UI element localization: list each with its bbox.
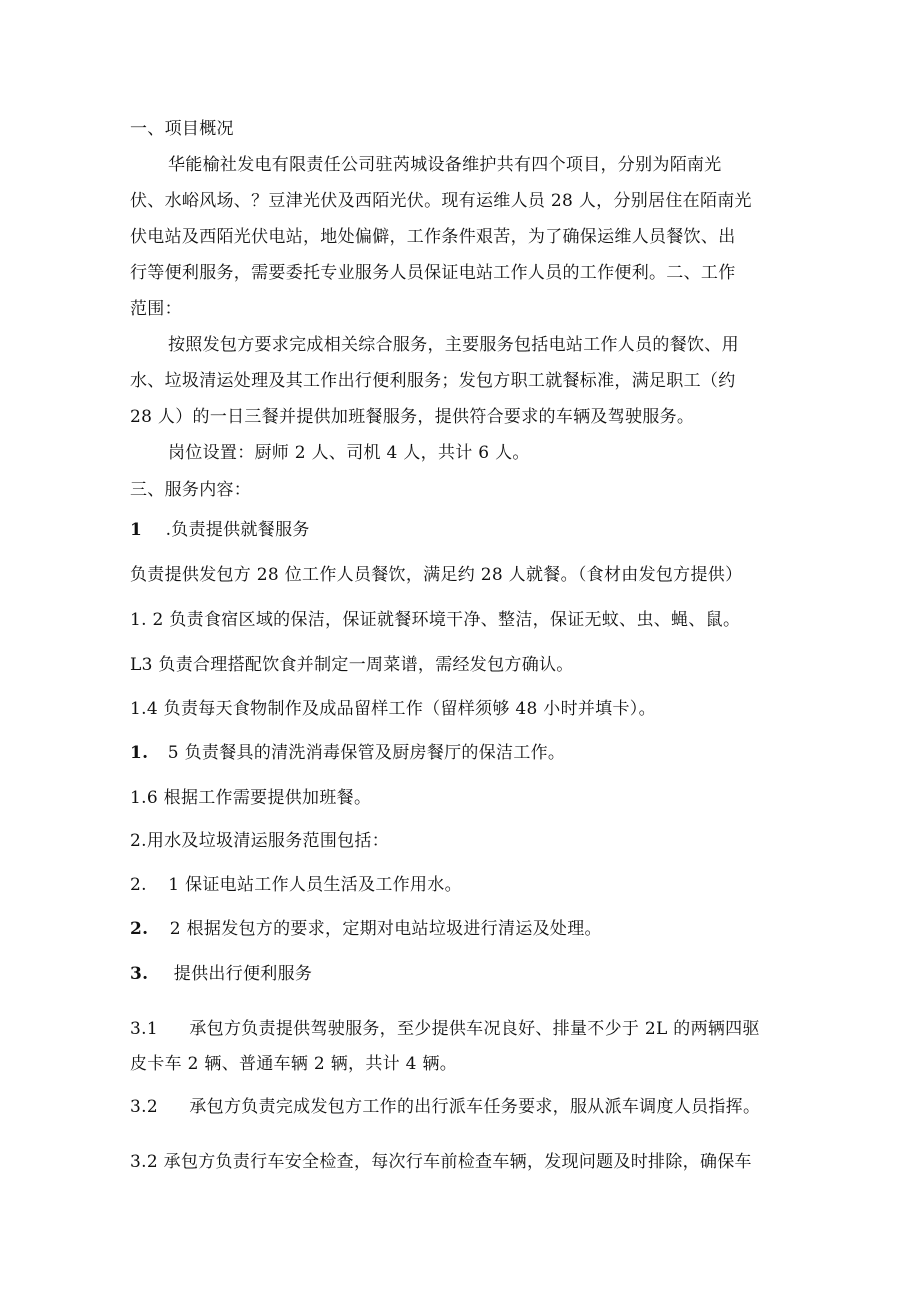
item-1-5 [130, 741, 565, 765]
section-heading-services: 三、服务内容： [130, 480, 252, 500]
item-3-1-line-2: 皮卡车 2 辆、普通车辆 2 辆，共计 4 辆。 [130, 1054, 458, 1074]
item-1-4: 1.4 负责每天食物制作及成品留样工作（留样须够 48 小时并填卡）。 [130, 699, 656, 719]
item-3-2b: 3.2 承包方负责行车安全检查，每次行车前检查车辆，发现问题及时排除，确保车 [130, 1152, 752, 1172]
item-1-number: 1 [130, 520, 143, 540]
item-3-1-text: 承包方负责提供驾驶服务，至少提供车况良好、排量不少于 2L 的两辆四驱 [189, 1019, 760, 1039]
overview-line-4: 行等便利服务，需要委托专业服务人员保证电站工作人员的工作便利。二、工作 [130, 263, 736, 283]
item-3-2a-number: 3.2 [130, 1097, 158, 1117]
item-2-1 [130, 873, 462, 897]
item-1-title: .负责提供就餐服务 [165, 520, 310, 540]
item-3-1-number: 3.1 [130, 1019, 158, 1039]
item-3-2a [130, 1095, 760, 1119]
scope-line-2: 水、垃圾清运处理及其工作出行便利服务；发包方职工就餐标准，满足职工（约 [130, 371, 736, 391]
item-3-heading [130, 962, 312, 986]
item-1-3: L3 负责合理搭配饮食并制定一周菜谱，需经发包方确认。 [130, 655, 574, 675]
item-3-1-line-1 [130, 1017, 760, 1041]
overview-line-1: 华能榆社发电有限责任公司驻芮城设备维护共有四个项目，分别为陌南光 [168, 155, 722, 175]
item-3-2a-text: 承包方负责完成发包方工作的出行派车任务要求，服从派车调度人员指挥。 [189, 1097, 761, 1117]
overview-line-2: 伏、水峪风场、？豆津光伏及西陌光伏。现有运维人员 28 人，分别居住在陌南光 [130, 191, 752, 211]
item-2-heading: 2.用水及垃圾清运服务范围包括： [130, 831, 390, 851]
overview-line-3: 伏电站及西陌光伏电站，地处偏僻，工作条件艰苦，为了确保运维人员餐饮、出 [130, 227, 736, 247]
positions-line: 岗位设置：厨师 2 人、司机 4 人，共计 6 人。 [168, 443, 530, 463]
item-3-title: 提供出行便利服务 [173, 964, 313, 984]
item-1-desc: 负责提供发包方 28 位工作人员餐饮，满足约 28 人就餐。（食材由发包方提供） [130, 565, 743, 585]
scope-line-3: 28 人）的一日三餐并提供加班餐服务，提供符合要求的车辆及驾驶服务。 [130, 407, 695, 427]
item-1-5-number: 1. [130, 743, 149, 763]
item-1-6: 1.6 根据工作需要提供加班餐。 [130, 788, 372, 808]
item-2-1-text: 1 保证电站工作人员生活及工作用水。 [168, 875, 462, 895]
item-1-5-text: 5 负责餐具的清洗消毒保管及厨房餐厅的保洁工作。 [167, 743, 566, 763]
item-1-heading [130, 518, 310, 542]
item-3-number: 3. [130, 964, 149, 984]
item-2-2 [130, 917, 602, 941]
item-1-2: 1. 2 负责食宿区域的保洁，保证就餐环境干净、整洁，保证无蚊、虫、蝇、鼠。 [130, 610, 741, 630]
section-heading-overview: 一、项目概况 [130, 119, 234, 139]
overview-line-5: 范围： [130, 299, 182, 319]
item-2-1-number: 2. [130, 875, 147, 895]
item-2-2-text: 2 根据发包方的要求，定期对电站垃圾进行清运及处理。 [169, 919, 602, 939]
scope-line-1: 按照发包方要求完成相关综合服务，主要服务包括电站工作人员的餐饮、用 [168, 335, 739, 355]
item-2-2-number: 2. [130, 919, 149, 939]
